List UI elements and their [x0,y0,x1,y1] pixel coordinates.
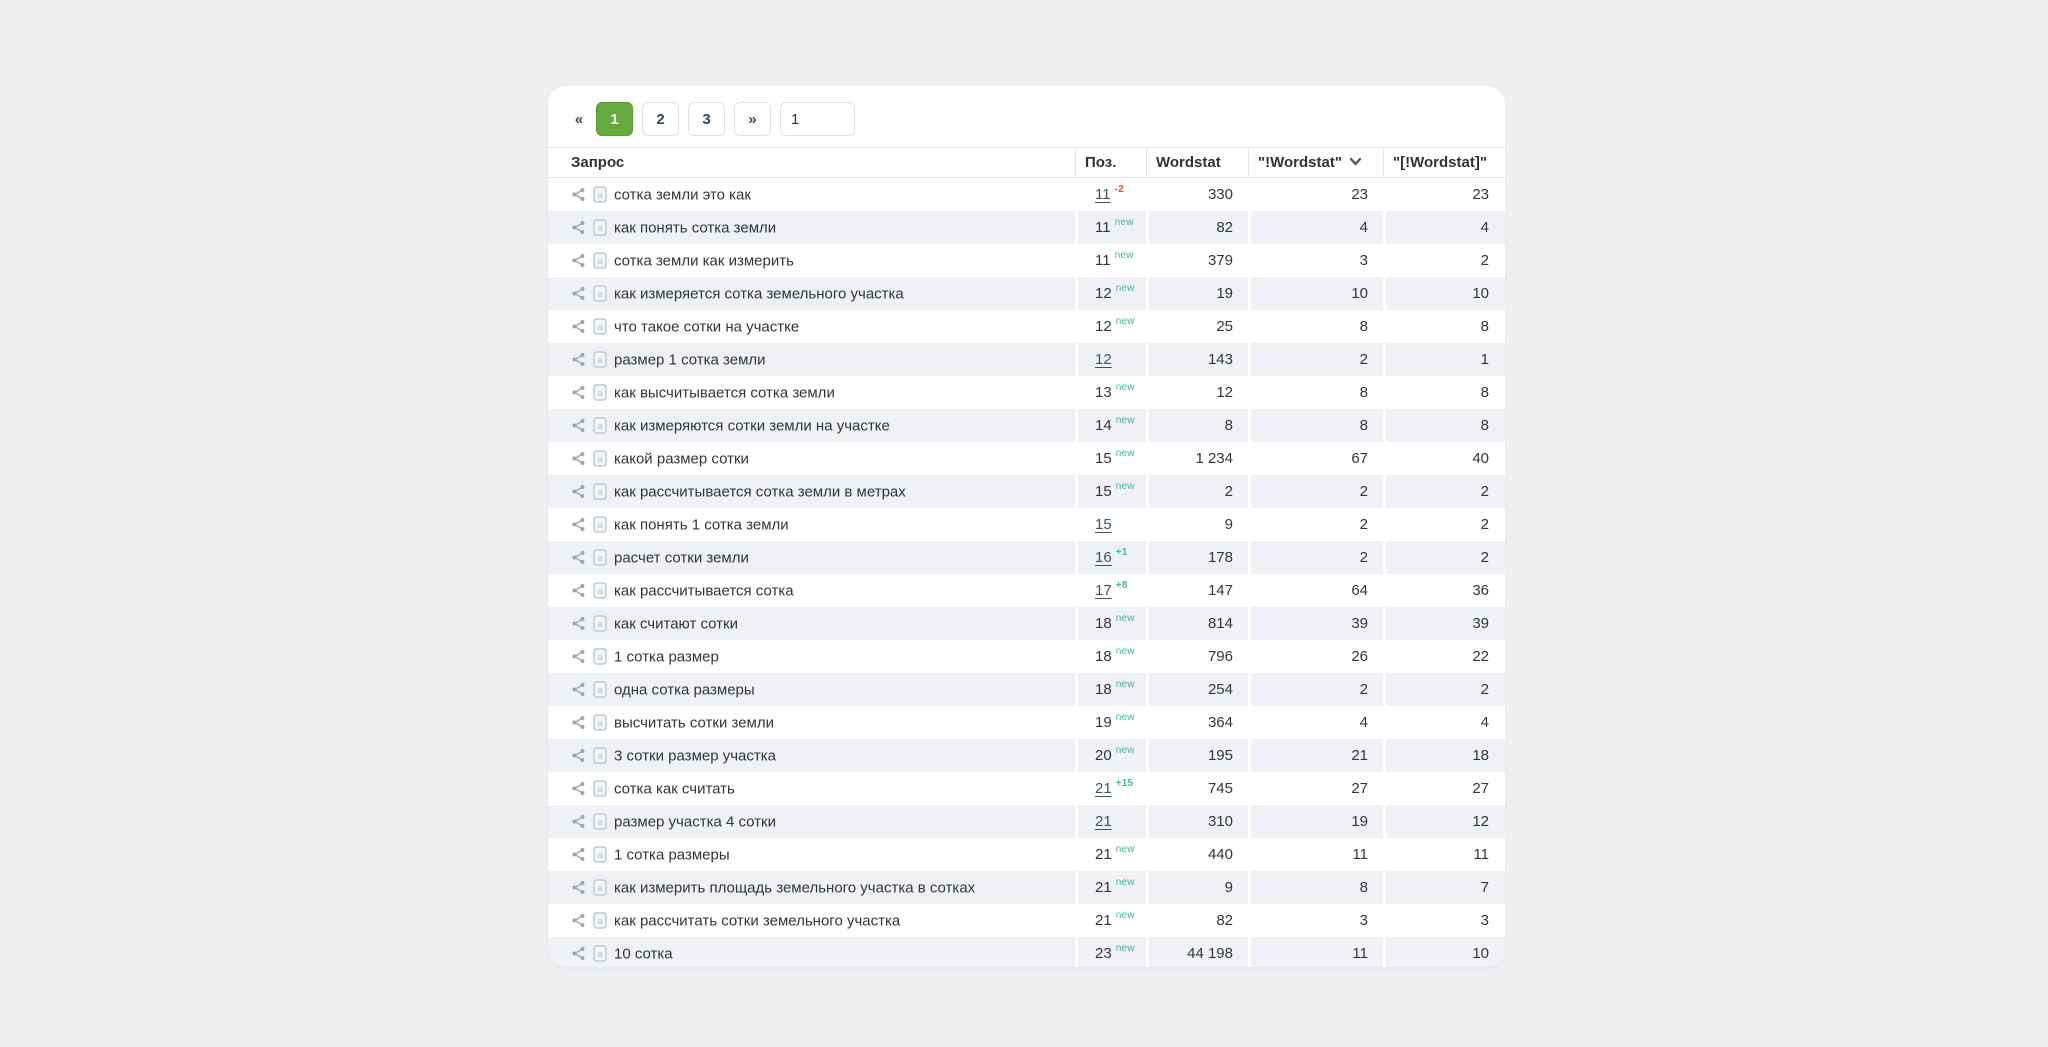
table-header-row [548,147,1505,178]
svg-text:a: a [597,751,603,762]
wordstat-quoted-value: 8 [1248,310,1383,343]
position-value: 21 [1095,879,1112,896]
position-delta-badge: new [1114,250,1134,261]
query-text: расчет сотки земли [614,549,749,567]
serp-snapshot-icon[interactable] [593,384,607,401]
svg-text:a: a [597,850,603,861]
wordstat-exact-value: 8 [1383,376,1505,409]
serp-snapshot-icon[interactable] [593,318,607,335]
wordstat-exact-value: 39 [1383,607,1505,640]
pagination-page-1[interactable]: 1 [596,102,633,136]
wordstat-value: 143 [1146,343,1248,376]
wordstat-quoted-value: 64 [1248,574,1383,607]
column-header-wordstat-exact[interactable]: "[!Wordstat]" [1383,147,1505,178]
wordstat-value: 796 [1146,640,1248,673]
query-text: высчитать сотки земли [614,714,774,732]
share-icon[interactable] [571,583,586,598]
position-delta-badge: new [1115,382,1135,393]
svg-text:a: a [597,256,603,267]
wordstat-exact-value: 36 [1383,574,1505,607]
svg-text:a: a [597,520,603,531]
query-text: какой размер сотки [614,450,749,468]
query-text: как измеряются сотки земли на участке [614,417,890,435]
wordstat-quoted-value: 8 [1248,376,1383,409]
share-icon[interactable] [571,253,586,268]
position-delta-badge: new [1115,910,1135,921]
wordstat-quoted-value: 3 [1248,904,1383,937]
share-icon[interactable] [571,451,586,466]
serp-snapshot-icon[interactable] [593,417,607,434]
query-text: как понять 1 сотка земли [614,516,789,534]
wordstat-exact-value: 12 [1383,805,1505,838]
svg-text:a: a [597,421,603,432]
query-text: сотка земли это как [614,186,751,204]
svg-text:a: a [597,388,603,399]
wordstat-value: 19 [1146,277,1248,310]
wordstat-quoted-value: 11 [1248,838,1383,871]
wordstat-value: 330 [1146,178,1248,211]
serp-snapshot-icon[interactable] [593,582,607,599]
position-value: 18 [1095,615,1112,632]
chevron-down-icon [1348,154,1363,169]
svg-text:a: a [597,883,603,894]
wordstat-exact-value: 40 [1383,442,1505,475]
wordstat-quoted-value: 4 [1248,706,1383,739]
wordstat-value: 178 [1146,541,1248,574]
table-row [548,838,1505,871]
wordstat-exact-value: 1 [1383,343,1505,376]
position-delta-badge: +15 [1115,778,1134,789]
share-icon[interactable] [571,550,586,565]
share-icon[interactable] [571,319,586,334]
wordstat-exact-value: 27 [1383,772,1505,805]
svg-text:a: a [597,619,603,630]
position-delta-badge: new [1115,745,1135,756]
table-row [548,739,1505,772]
share-icon[interactable] [571,880,586,895]
wordstat-value: 310 [1146,805,1248,838]
share-icon[interactable] [571,484,586,499]
page-number-input[interactable] [780,102,855,136]
wordstat-quoted-value: 21 [1248,739,1383,772]
wordstat-value: 195 [1146,739,1248,772]
position-value[interactable]: 21 [1095,780,1112,797]
wordstat-value: 364 [1146,706,1248,739]
svg-text:a: a [597,586,603,597]
table-row [548,244,1505,277]
svg-text:a: a [597,289,603,300]
wordstat-quoted-value: 10 [1248,277,1383,310]
table-row [548,772,1505,805]
share-icon[interactable] [571,385,586,400]
position-delta-badge: new [1114,217,1134,228]
wordstat-value: 82 [1146,211,1248,244]
wordstat-exact-value: 22 [1383,640,1505,673]
position-value: 12 [1095,285,1112,302]
serp-snapshot-icon[interactable] [593,681,607,698]
serp-snapshot-icon[interactable] [593,219,607,236]
position-delta-badge: new [1115,943,1135,954]
share-icon[interactable] [571,517,586,532]
svg-text:a: a [597,685,603,696]
pagination-next-button[interactable]: » [734,102,771,136]
query-text: как измеряется сотка земельного участка [614,285,904,303]
wordstat-value: 25 [1146,310,1248,343]
column-header-query[interactable]: Запрос [548,147,1075,178]
serp-snapshot-icon[interactable] [593,945,607,962]
position-delta-badge: +8 [1115,580,1128,591]
position-delta-badge: new [1115,877,1135,888]
wordstat-quoted-value: 8 [1248,871,1383,904]
svg-text:a: a [597,784,603,795]
table-row [548,937,1505,967]
share-icon[interactable] [571,913,586,928]
query-text: 1 сотка размеры [614,846,730,864]
wordstat-exact-value: 8 [1383,409,1505,442]
position-value[interactable]: 17 [1095,582,1112,599]
wordstat-exact-value: 4 [1383,211,1505,244]
wordstat-quoted-value: 3 [1248,244,1383,277]
share-icon[interactable] [571,649,586,664]
query-text: размер 1 сотка земли [614,351,766,369]
table-row [548,376,1505,409]
position-delta-badge: new [1115,679,1135,690]
position-value: 18 [1095,648,1112,665]
wordstat-value: 44 198 [1146,937,1248,967]
position-value[interactable]: 11 [1095,186,1111,203]
wordstat-quoted-value: 2 [1248,541,1383,574]
query-text: 3 сотки размер участка [614,747,776,765]
share-icon[interactable] [571,220,586,235]
wordstat-quoted-value: 2 [1248,343,1383,376]
wordstat-quoted-value: 2 [1248,673,1383,706]
svg-text:a: a [597,916,603,927]
wordstat-value: 440 [1146,838,1248,871]
wordstat-value: 82 [1146,904,1248,937]
wordstat-exact-value: 18 [1383,739,1505,772]
wordstat-value: 9 [1146,508,1248,541]
query-text: как рассчитывается сотка земли в метрах [614,483,906,501]
table-row [548,805,1505,838]
wordstat-exact-value: 10 [1383,937,1505,967]
wordstat-value: 147 [1146,574,1248,607]
column-header-position[interactable]: Поз. [1075,147,1146,178]
serp-snapshot-icon[interactable] [593,648,607,665]
position-delta-badge: new [1115,448,1135,459]
serp-snapshot-icon[interactable] [593,483,607,500]
wordstat-quoted-value: 8 [1248,409,1383,442]
query-text: 10 сотка [614,945,673,963]
share-icon[interactable] [571,286,586,301]
position-delta-badge: +1 [1115,547,1128,558]
svg-text:a: a [597,454,603,465]
serp-snapshot-icon[interactable] [593,912,607,929]
query-text: как высчитывается сотка земли [614,384,835,402]
query-text: как считают сотки [614,615,738,633]
position-value: 21 [1095,912,1112,929]
svg-text:a: a [597,718,603,729]
wordstat-quoted-value: 67 [1248,442,1383,475]
position-delta-badge: -2 [1114,184,1124,195]
serp-snapshot-icon[interactable] [593,615,607,632]
svg-text:a: a [597,190,603,201]
serp-snapshot-icon[interactable] [593,516,607,533]
svg-text:a: a [597,652,603,663]
wordstat-quoted-value: 39 [1248,607,1383,640]
position-value: 18 [1095,681,1112,698]
wordstat-exact-value: 8 [1383,310,1505,343]
position-delta-badge: new [1115,712,1135,723]
position-value: 11 [1095,219,1111,236]
wordstat-quoted-value: 23 [1248,178,1383,211]
table-row [548,409,1505,442]
table-row [548,673,1505,706]
wordstat-value: 2 [1146,475,1248,508]
table-row [548,508,1505,541]
position-value: 12 [1095,318,1112,335]
table-row [548,343,1505,376]
table-row [548,541,1505,574]
position-value: 20 [1095,747,1112,764]
serp-snapshot-icon[interactable] [593,879,607,896]
wordstat-exact-value: 7 [1383,871,1505,904]
share-icon[interactable] [571,418,586,433]
query-text: что такое сотки на участке [614,318,800,336]
wordstat-exact-value: 2 [1383,508,1505,541]
serp-snapshot-icon[interactable] [593,714,607,731]
table-row [548,475,1505,508]
svg-text:a: a [597,355,603,366]
serp-snapshot-icon[interactable] [593,252,607,269]
wordstat-value: 254 [1146,673,1248,706]
column-header-wordstat[interactable]: Wordstat [1146,147,1248,178]
table-row [548,211,1505,244]
position-value[interactable]: 15 [1095,516,1112,533]
serp-snapshot-icon[interactable] [593,549,607,566]
query-text: как рассчитывается сотка [614,582,794,600]
query-text: 1 сотка размер [614,648,719,666]
query-text: размер участка 4 сотки [614,813,776,831]
wordstat-exact-value: 4 [1383,706,1505,739]
table-row [548,574,1505,607]
serp-snapshot-icon[interactable] [593,747,607,764]
svg-text:a: a [597,817,603,828]
table-row [548,442,1505,475]
table-row [548,904,1505,937]
wordstat-exact-value: 10 [1383,277,1505,310]
wordstat-exact-value: 2 [1383,673,1505,706]
query-text: одна сотка размеры [614,681,755,699]
position-delta-badge: new [1115,316,1135,327]
wordstat-value: 8 [1146,409,1248,442]
position-value: 11 [1095,252,1111,269]
wordstat-exact-value: 11 [1383,838,1505,871]
share-icon[interactable] [571,616,586,631]
serp-snapshot-icon[interactable] [593,846,607,863]
table-row [548,706,1505,739]
serp-snapshot-icon[interactable] [593,285,607,302]
position-value[interactable]: 21 [1095,813,1112,830]
share-icon[interactable] [571,748,586,763]
wordstat-quoted-value: 2 [1248,508,1383,541]
query-text: сотка земли как измерить [614,252,794,270]
svg-text:a: a [597,553,603,564]
position-value: 21 [1095,846,1112,863]
wordstat-value: 9 [1146,871,1248,904]
pagination-page-2[interactable]: 2 [642,102,679,136]
column-header-wordstat-quoted-label: "!Wordstat" [1258,154,1342,171]
share-icon[interactable] [571,946,586,961]
position-value[interactable]: 12 [1095,351,1112,368]
position-delta-badge: new [1115,613,1135,624]
position-value[interactable]: 16 [1095,549,1112,566]
wordstat-quoted-value: 4 [1248,211,1383,244]
serp-snapshot-icon[interactable] [593,813,607,830]
wordstat-value: 745 [1146,772,1248,805]
position-value: 23 [1095,945,1112,962]
table-body [548,178,1505,967]
table-row [548,178,1505,211]
position-delta-badge: new [1115,283,1135,294]
wordstat-exact-value: 23 [1383,178,1505,211]
svg-text:a: a [597,322,603,333]
serp-snapshot-icon[interactable] [593,351,607,368]
position-value: 14 [1095,417,1112,434]
wordstat-value: 814 [1146,607,1248,640]
table-row [548,640,1505,673]
wordstat-exact-value: 3 [1383,904,1505,937]
positions-card [548,86,1505,967]
pagination-page-3[interactable]: 3 [688,102,725,136]
wordstat-quoted-value: 27 [1248,772,1383,805]
wordstat-quoted-value: 26 [1248,640,1383,673]
svg-text:a: a [597,223,603,234]
table-row [548,277,1505,310]
share-icon[interactable] [571,715,586,730]
wordstat-value: 1 234 [1146,442,1248,475]
position-value: 15 [1095,483,1112,500]
position-delta-badge: new [1115,481,1135,492]
position-value: 13 [1095,384,1112,401]
wordstat-exact-value: 2 [1383,541,1505,574]
position-value: 19 [1095,714,1112,731]
share-icon[interactable] [571,814,586,829]
position-delta-badge: new [1115,646,1135,657]
column-header-wordstat-quoted[interactable] [1248,147,1383,178]
share-icon[interactable] [571,682,586,697]
svg-text:a: a [597,487,603,498]
query-text: как измерить площадь земельного участка в сотках [614,879,976,897]
svg-text:a: a [597,949,603,960]
pagination-prev-button[interactable]: « [571,102,587,136]
position-value: 15 [1095,450,1112,467]
share-icon[interactable] [571,781,586,796]
position-delta-badge: new [1115,844,1135,855]
position-delta-badge: new [1115,415,1135,426]
query-text: сотка как считать [614,780,735,798]
query-text: как понять сотка земли [614,219,777,237]
wordstat-quoted-value: 2 [1248,475,1383,508]
serp-snapshot-icon[interactable] [593,186,607,203]
wordstat-quoted-value: 11 [1248,937,1383,967]
share-icon[interactable] [571,187,586,202]
wordstat-quoted-value: 19 [1248,805,1383,838]
share-icon[interactable] [571,352,586,367]
wordstat-exact-value: 2 [1383,475,1505,508]
table-row [548,607,1505,640]
positions-table [548,147,1505,967]
serp-snapshot-icon[interactable] [593,450,607,467]
serp-snapshot-icon[interactable] [593,780,607,797]
share-icon[interactable] [571,847,586,862]
pagination [548,86,1505,147]
query-text: как рассчитать сотки земельного участка [614,912,901,930]
wordstat-value: 379 [1146,244,1248,277]
wordstat-value: 12 [1146,376,1248,409]
table-row [548,871,1505,904]
table-row [548,310,1505,343]
wordstat-exact-value: 2 [1383,244,1505,277]
